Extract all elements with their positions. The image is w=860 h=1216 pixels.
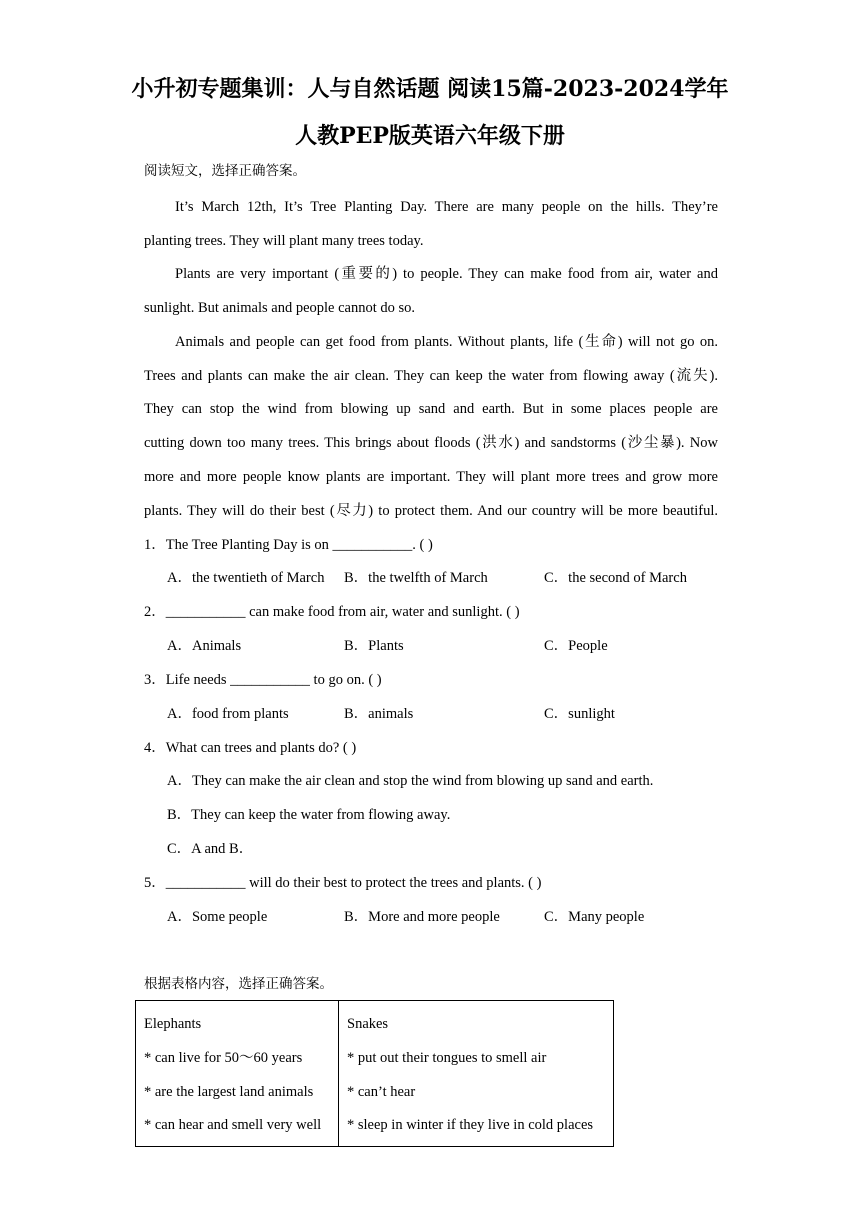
table-column-header: Snakes [347,1016,389,1032]
question-1-option-c[interactable]: C．the second of March [544,570,687,586]
question-3-option-b[interactable]: B．animals [344,706,414,722]
table-item: * can live for 50～60 years [144,1049,303,1066]
passage-line: planting trees. They will plant many trees today. [144,233,424,249]
question-4-option-a[interactable]: A．They can make the air clean and stop the wind from blowing up sand and earth. [167,773,654,789]
passage-line: cutting down too many trees. This brings about floods (洪水) and sandstorms (沙尘暴). Now [144,435,718,451]
section1-instruction: 阅读短文，选择正确答案。 [144,163,306,179]
question-3-option-a[interactable]: A．food from plants [167,706,289,722]
passage-line: Animals and people can get food from plants. Without plants, life (生命) will not go on. [175,334,718,350]
table-row [136,1001,614,1147]
table-item: * can’t hear [347,1083,416,1100]
question-2-stem: 2．___________ can make food from air, water and sunlight. ( ) [144,604,520,620]
question-4-option-c[interactable]: C．A and B． [167,841,254,857]
passage-line: more and more people know plants are important. They will plant more trees and grow more [144,469,718,485]
question-1-option-a[interactable]: A．the twentieth of March [167,570,325,586]
question-2-option-c[interactable]: C．People [544,638,608,654]
question-4-option-b[interactable]: B．They can keep the water from flowing away. [167,807,451,823]
passage-line: plants. They will do their best (尽力) to protect them. And our country will be more beautiful. [144,503,718,519]
page-title-line-1: 小升初专题集训：人与自然话题 阅读15篇-2023-2024学年 [131,76,729,102]
question-5-option-b[interactable]: B．More and more people [344,909,500,925]
table-item: * can hear and smell very well [144,1117,322,1134]
question-2-option-b[interactable]: B．Plants [344,638,404,654]
question-5-option-a[interactable]: A．Some people [167,909,268,925]
section2-instruction: 根据表格内容，选择正确答案。 [144,976,333,992]
table-item: * are the largest land animals [144,1083,314,1100]
passage-line: sunlight. But animals and people cannot do so. [144,300,416,316]
question-1-option-b[interactable]: B．the twelfth of March [344,570,488,586]
table-cell-elephants [136,1001,339,1147]
question-4-stem: 4．What can trees and plants do? ( ) [144,740,357,756]
question-1-stem: 1．The Tree Planting Day is on ___________. ( ) [144,537,433,553]
table-cell-snakes [339,1001,614,1147]
question-5-stem: 5．___________ will do their best to protect the trees and plants. ( ) [144,875,542,891]
passage-line: Plants are very important (重要的) to people. They can make food from air, water and [175,266,718,282]
question-5-option-c[interactable]: C．Many people [544,909,645,925]
question-3-stem: 3．Life needs ___________ to go on. ( ) [144,672,382,688]
table-item: * sleep in winter if they live in cold places [347,1117,594,1134]
passage-line: It’s March 12th, It’s Tree Planting Day. There are many people on the hills. They’re [175,199,718,215]
comparison-table [135,1000,614,1147]
passage-line: They can stop the wind from blowing up sand and earth. But in some places people are [144,401,718,417]
table-item: * put out their tongues to smell air [347,1049,547,1066]
question-3-option-c[interactable]: C．sunlight [544,706,615,722]
question-2-option-a[interactable]: A．Animals [167,638,242,654]
table-column-header: Elephants [144,1016,202,1032]
page-title-line-2: 人教PEP版英语六年级下册 [295,123,565,149]
passage-line: Trees and plants can make the air clean. They can keep the water from flowing away (流失). [144,368,718,384]
